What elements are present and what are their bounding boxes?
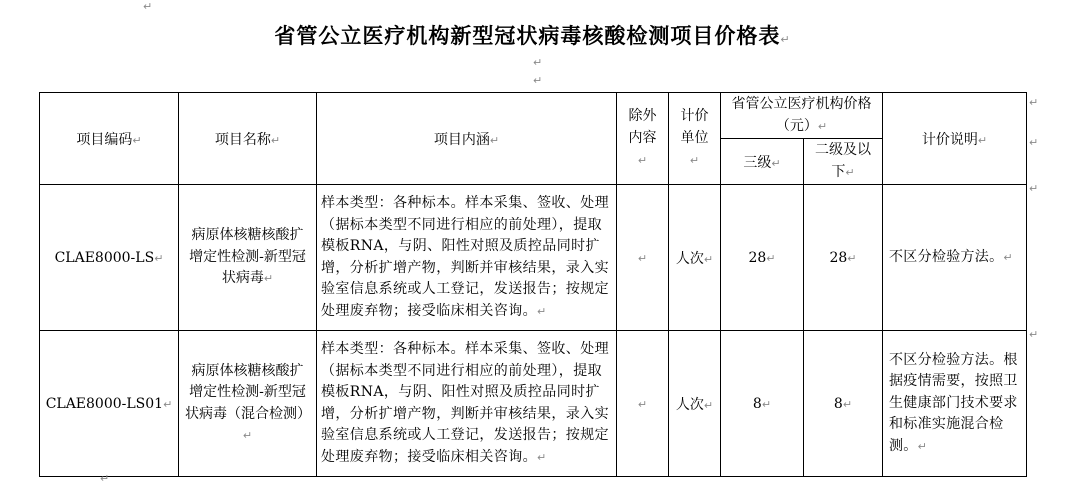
- title-text: 省管公立医疗机构新型冠状病毒核酸检测项目价格表: [274, 23, 781, 48]
- item-unit: 人次↵: [669, 185, 721, 331]
- header-price-group: 省管公立医疗机构价格（元）↵: [721, 93, 883, 139]
- row-end-mark: ↵: [1029, 328, 1039, 341]
- item-excluded: ↵: [617, 331, 669, 477]
- price-table: [39, 92, 1027, 477]
- item-content: 样本类型：各种标本。样本采集、签收、处理（据标本类型不同进行相应的前处理），提取模板RNA，与阴、阳性对照及质控品同时扩增，分析扩增产物，判断并审核结果，录入实验室信息系统或人工登记，发送报告；按规定处理废弃物；接受临床相关咨询。↵: [317, 185, 617, 331]
- paragraph-mark: ↵: [533, 56, 543, 69]
- item-price-level3: 28↵: [721, 185, 804, 331]
- header-unit: 计价单位↵: [669, 93, 721, 185]
- item-name: 病原体核糖核酸扩增定性检测-新型冠状病毒（混合检测）↵: [179, 331, 317, 477]
- page-title: [0, 20, 1065, 50]
- paragraph-mark: ↵: [780, 33, 791, 46]
- item-unit: 人次↵: [669, 331, 721, 477]
- header-code: 项目编码↵: [40, 93, 179, 185]
- item-code: CLAE8000-LS01↵: [40, 331, 179, 477]
- header-excluded: 除外内容↵: [617, 93, 669, 185]
- row-end-mark: ↵: [1029, 136, 1039, 149]
- header-level3: 三级↵: [721, 139, 804, 185]
- item-name: 病原体核糖核酸扩增定性检测-新型冠状病毒↵: [179, 185, 317, 331]
- item-code: CLAE8000-LS↵: [40, 185, 179, 331]
- item-price-level2: 28↵: [804, 185, 883, 331]
- table-row: [40, 185, 1027, 331]
- row-end-mark: ↵: [1029, 96, 1039, 109]
- item-price-level3: 8↵: [721, 331, 804, 477]
- row-end-mark: ↵: [1029, 182, 1039, 195]
- item-price-level2: 8↵: [804, 331, 883, 477]
- header-name: 项目名称↵: [179, 93, 317, 185]
- header-row: [40, 93, 1027, 139]
- item-note: 不区分检验方法。根据疫情需要，按照卫生健康部门技术要求和标准实施混合检测。↵: [883, 331, 1027, 477]
- header-level2-below: 二级及以下↵: [804, 139, 883, 185]
- table-row: [40, 331, 1027, 477]
- paragraph-mark: ↵: [533, 74, 543, 87]
- paragraph-mark: ↵: [100, 472, 110, 485]
- item-note: 不区分检验方法。↵: [883, 185, 1027, 331]
- header-note: 计价说明↵: [883, 93, 1027, 185]
- header-content: 项目内涵↵: [317, 93, 617, 185]
- item-content: 样本类型：各种标本。样本采集、签收、处理（据标本类型不同进行相应的前处理），提取模板RNA，与阴、阳性对照及质控品同时扩增，分析扩增产物，判断并审核结果，录入实验室信息系统或人工登记，发送报告；按规定处理废弃物；接受临床相关咨询。↵: [317, 331, 617, 477]
- item-excluded: ↵: [617, 185, 669, 331]
- paragraph-mark: ↵: [143, 0, 153, 13]
